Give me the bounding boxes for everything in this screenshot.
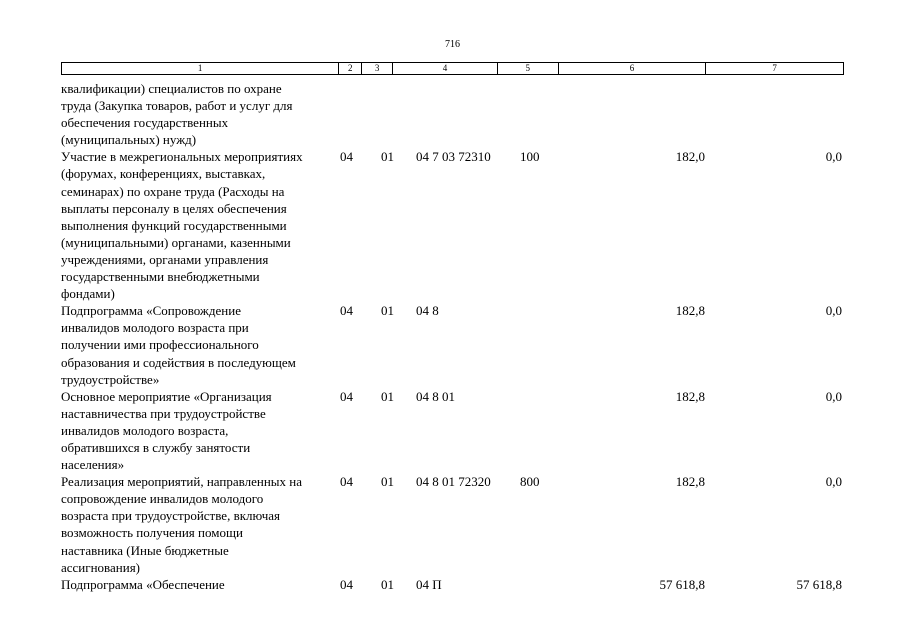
header-col-7: 7 xyxy=(772,63,777,73)
row-name: Участие в межрегиональных мероприятиях (форумах, конференциях, выставках, семинарах) по охране труда (Расходы на выплаты персоналу в целях обеспечения выполнения функций государственными (муниципальными) органами, казенными учреждениями, органами управления государственными внебюджетными фондами) xyxy=(61,149,303,302)
row-expense-type: 800 xyxy=(520,474,540,490)
table-row xyxy=(61,302,861,387)
row-expense-type: 100 xyxy=(520,149,540,165)
row-razdel: 04 xyxy=(340,388,353,404)
row-podrazdel: 01 xyxy=(381,474,394,490)
row-target-article: 04 П xyxy=(416,576,442,592)
row-name: Подпрограмма «Обеспечение xyxy=(61,576,225,592)
table-row xyxy=(61,148,861,302)
table-header xyxy=(61,62,844,75)
row-amount-col7: 0,0 xyxy=(825,474,842,490)
row-podrazdel: 01 xyxy=(381,388,394,404)
table-body xyxy=(61,80,861,593)
row-amount-col7: 0,0 xyxy=(825,303,842,319)
row-razdel: 04 xyxy=(340,303,353,319)
row-name: Основное мероприятие «Организация наставничества при трудоустройстве инвалидов молодого возраста, обратившихся в службу занятости населения» xyxy=(61,388,272,473)
row-name: квалификации) специалистов по охране труда (Закупка товаров, работ и услуг для обеспечения государственных (муниципальных) нужд) xyxy=(61,81,293,148)
row-amount-col6: 182,0 xyxy=(675,149,705,165)
table-row xyxy=(61,388,861,473)
row-razdel: 04 xyxy=(340,474,353,490)
header-col-5: 5 xyxy=(498,63,559,74)
row-podrazdel: 01 xyxy=(381,303,394,319)
row-amount-col6: 182,8 xyxy=(675,388,705,404)
row-razdel: 04 xyxy=(340,149,353,165)
row-name: Реализация мероприятий, направленных на сопровождение инвалидов молодого возраста при трудоустройстве, включая возможность получения помощи наставника (Иные бюджетные ассигнования) xyxy=(61,474,302,575)
header-col-1: 1 xyxy=(62,63,339,74)
row-amount-col7: 0,0 xyxy=(825,149,842,165)
row-amount-col7: 0,0 xyxy=(825,388,842,404)
header-col-6: 6 xyxy=(559,63,707,74)
row-target-article: 04 8 xyxy=(416,303,439,319)
table-row xyxy=(61,473,861,576)
row-amount-col6: 57 618,8 xyxy=(659,576,705,592)
header-col-4: 4 xyxy=(393,63,498,74)
row-amount-col6: 182,8 xyxy=(675,474,705,490)
row-razdel: 04 xyxy=(340,576,353,592)
table-row xyxy=(61,80,861,148)
header-col-3: 3 xyxy=(362,63,393,74)
row-target-article: 04 8 01 72320 xyxy=(416,474,491,490)
row-name: Подпрограмма «Сопровождение инвалидов молодого возраста при получении ими профессионального образования и содействия в последующем трудоустройстве» xyxy=(61,303,296,387)
row-target-article: 04 7 03 72310 xyxy=(416,149,491,165)
row-amount-col7: 57 618,8 xyxy=(796,576,842,592)
row-target-article: 04 8 01 xyxy=(416,388,455,404)
table-row xyxy=(61,576,861,593)
row-podrazdel: 01 xyxy=(381,576,394,592)
row-podrazdel: 01 xyxy=(381,149,394,165)
row-amount-col6: 182,8 xyxy=(675,303,705,319)
page-number: 716 xyxy=(445,39,460,50)
header-col-2: 2 xyxy=(339,63,362,74)
